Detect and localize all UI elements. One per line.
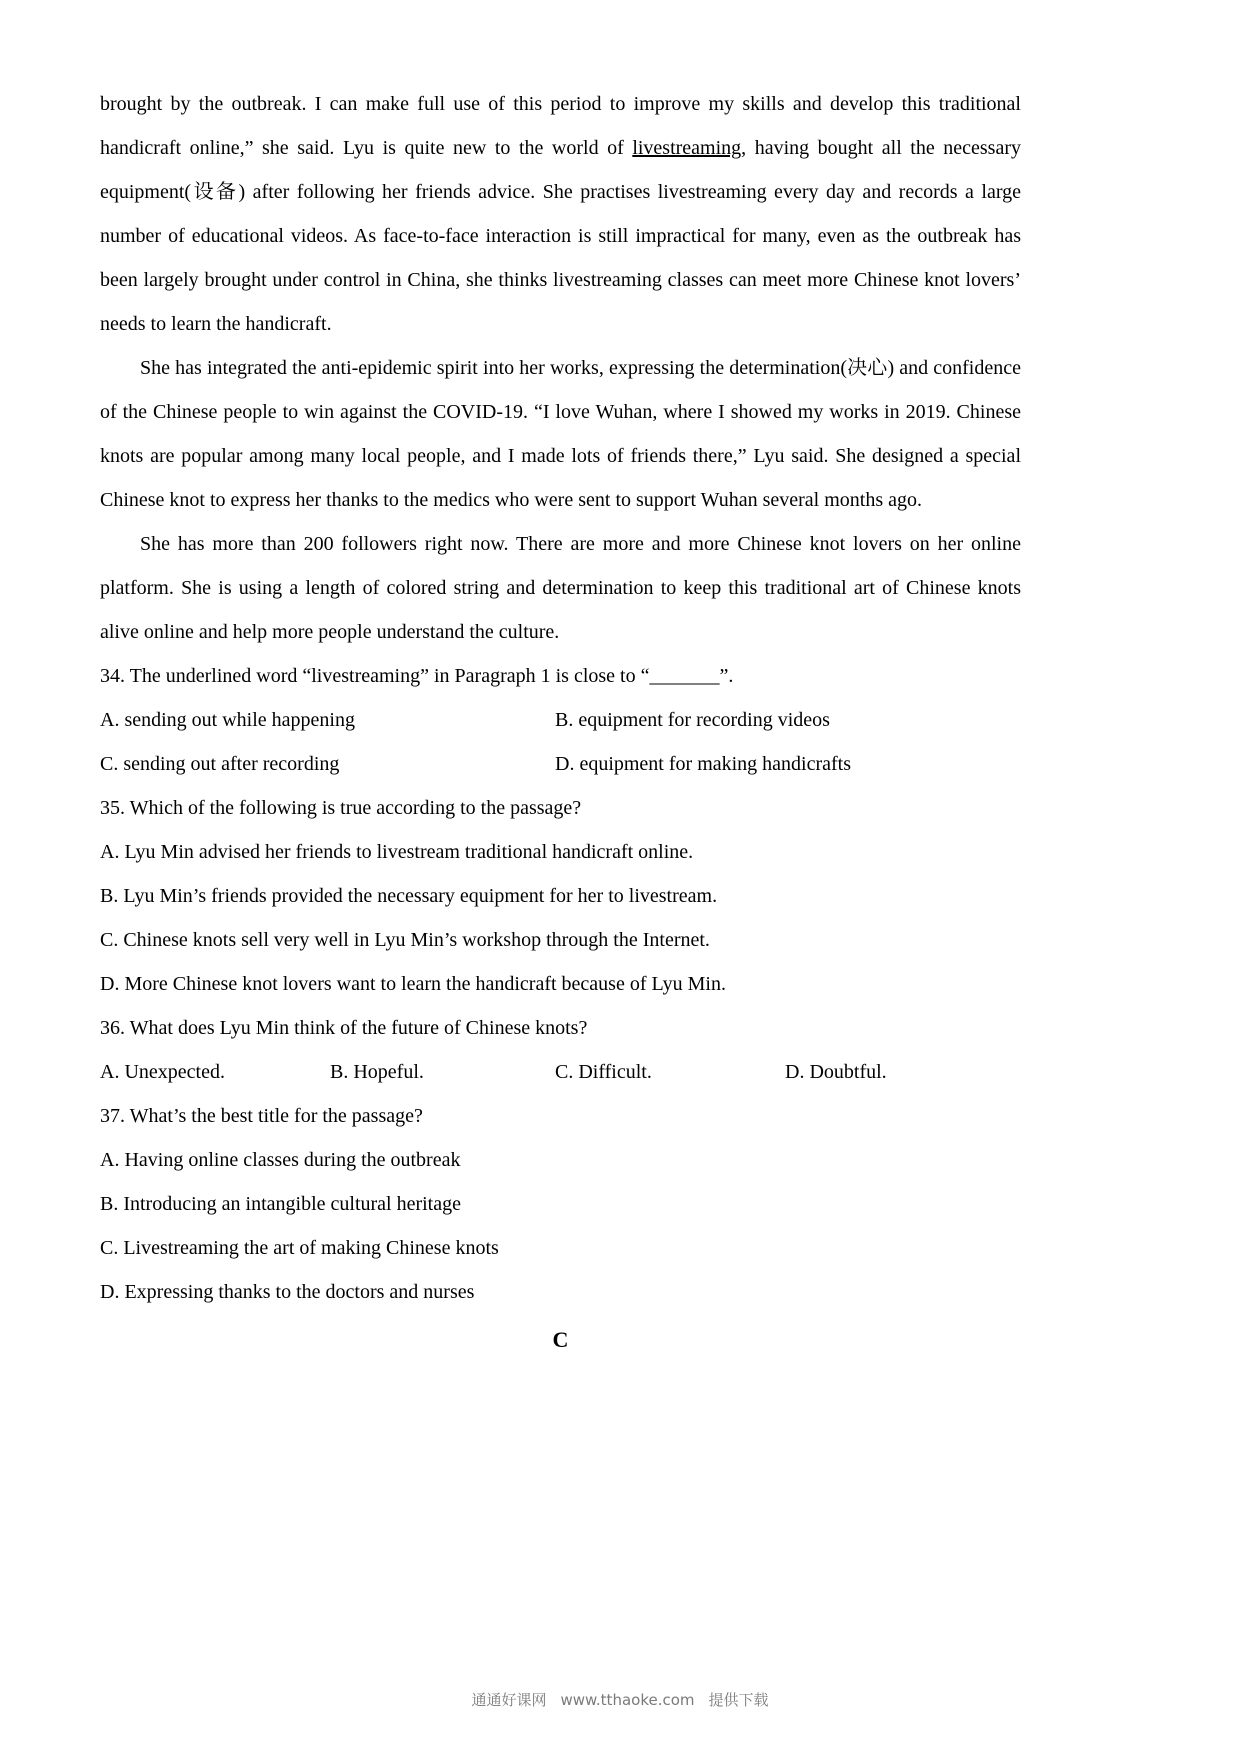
question-37-option-a: A. Having online classes during the outbreak [100,1149,461,1171]
question-34-options-row-1 [100,698,1021,742]
footer-site-name: 通通好课网 [471,1691,547,1709]
question-37-option-c: C. Livestreaming the art of making Chinese knots [100,1237,499,1259]
question-36-stem: 36. What does Lyu Min think of the future of Chinese knots? [100,1017,588,1039]
question-37-stem: 37. What’s the best title for the passage? [100,1105,423,1127]
question-34-option-c: C. sending out after recording [100,753,340,775]
underlined-word: livestreaming [632,137,742,159]
question-37 [100,1094,1021,1314]
question-34-option-d: D. equipment for making handicrafts [555,753,852,775]
page-footer [0,1689,1240,1710]
passage-text-before-underline: brought by the outbreak. I can make full use of this period to improve my skills and develop this traditional handicraft online,” she said. Lyu is quite new to the world of [100,93,1021,159]
question-35 [100,786,1021,1006]
question-37-option-b: B. Introducing an intangible cultural heritage [100,1193,461,1215]
question-35-option-d: D. More Chinese knot lovers want to learn the handicraft because of Lyu Min. [100,973,726,995]
footer-url: www.tthaoke.com [560,1691,695,1709]
question-36-option-c: C. Difficult. [555,1061,652,1083]
page-content [100,82,1021,1362]
passage-paragraph-3: She has more than 200 followers right now. There are more and more Chinese knot lovers on her online platform. She is using a length of colored string and determination to keep this traditional art of Chinese knots alive online and help more people understand the culture. [100,533,1021,643]
question-36-option-a: A. Unexpected. [100,1061,225,1083]
passage-text-after-underline: , having bought all the necessary equipment(设备) after following her friends advice. She practises livestreaming every day and records a large number of educational videos. As face-to-face interaction is still impractical for many, even as the outbreak has been largely brought under control in China, she thinks livestreaming classes can meet more Chinese knot lovers’ needs to learn the handicraft. [100,137,1021,335]
question-35-option-b: B. Lyu Min’s friends provided the necessary equipment for her to livestream. [100,885,718,907]
question-36 [100,1006,1021,1094]
question-34-options-row-2 [100,742,1021,786]
question-34-option-a: A. sending out while happening [100,709,355,731]
passage-paragraph-2: She has integrated the anti-epidemic spirit into her works, expressing the determination(决心) and confidence of the Chinese people to win against the COVID-19. “I love Wuhan, where I showed my works in 2019. Chinese knots are popular among many local people, and I made lots of friends there,” Lyu said. She designed a special Chinese knot to express her thanks to the medics who were sent to support Wuhan several months ago. [100,357,1021,511]
question-36-option-d: D. Doubtful. [785,1061,887,1083]
question-36-option-b: B. Hopeful. [330,1061,424,1083]
section-heading: C [552,1327,569,1352]
passage-paragraph-1 [100,82,1021,346]
question-37-option-d: D. Expressing thanks to the doctors and nurses [100,1281,475,1303]
question-36-options-row [100,1050,1021,1094]
question-34-option-b: B. equipment for recording videos [555,709,830,731]
question-34-stem: 34. The underlined word “livestreaming” in Paragraph 1 is close to “_______”. [100,665,734,687]
footer-note: 提供下载 [708,1691,769,1709]
question-35-option-c: C. Chinese knots sell very well in Lyu Min’s workshop through the Internet. [100,929,710,951]
question-35-stem: 35. Which of the following is true according to the passage? [100,797,582,819]
question-34 [100,654,1021,786]
question-35-option-a: A. Lyu Min advised her friends to livestream traditional handicraft online. [100,841,694,863]
